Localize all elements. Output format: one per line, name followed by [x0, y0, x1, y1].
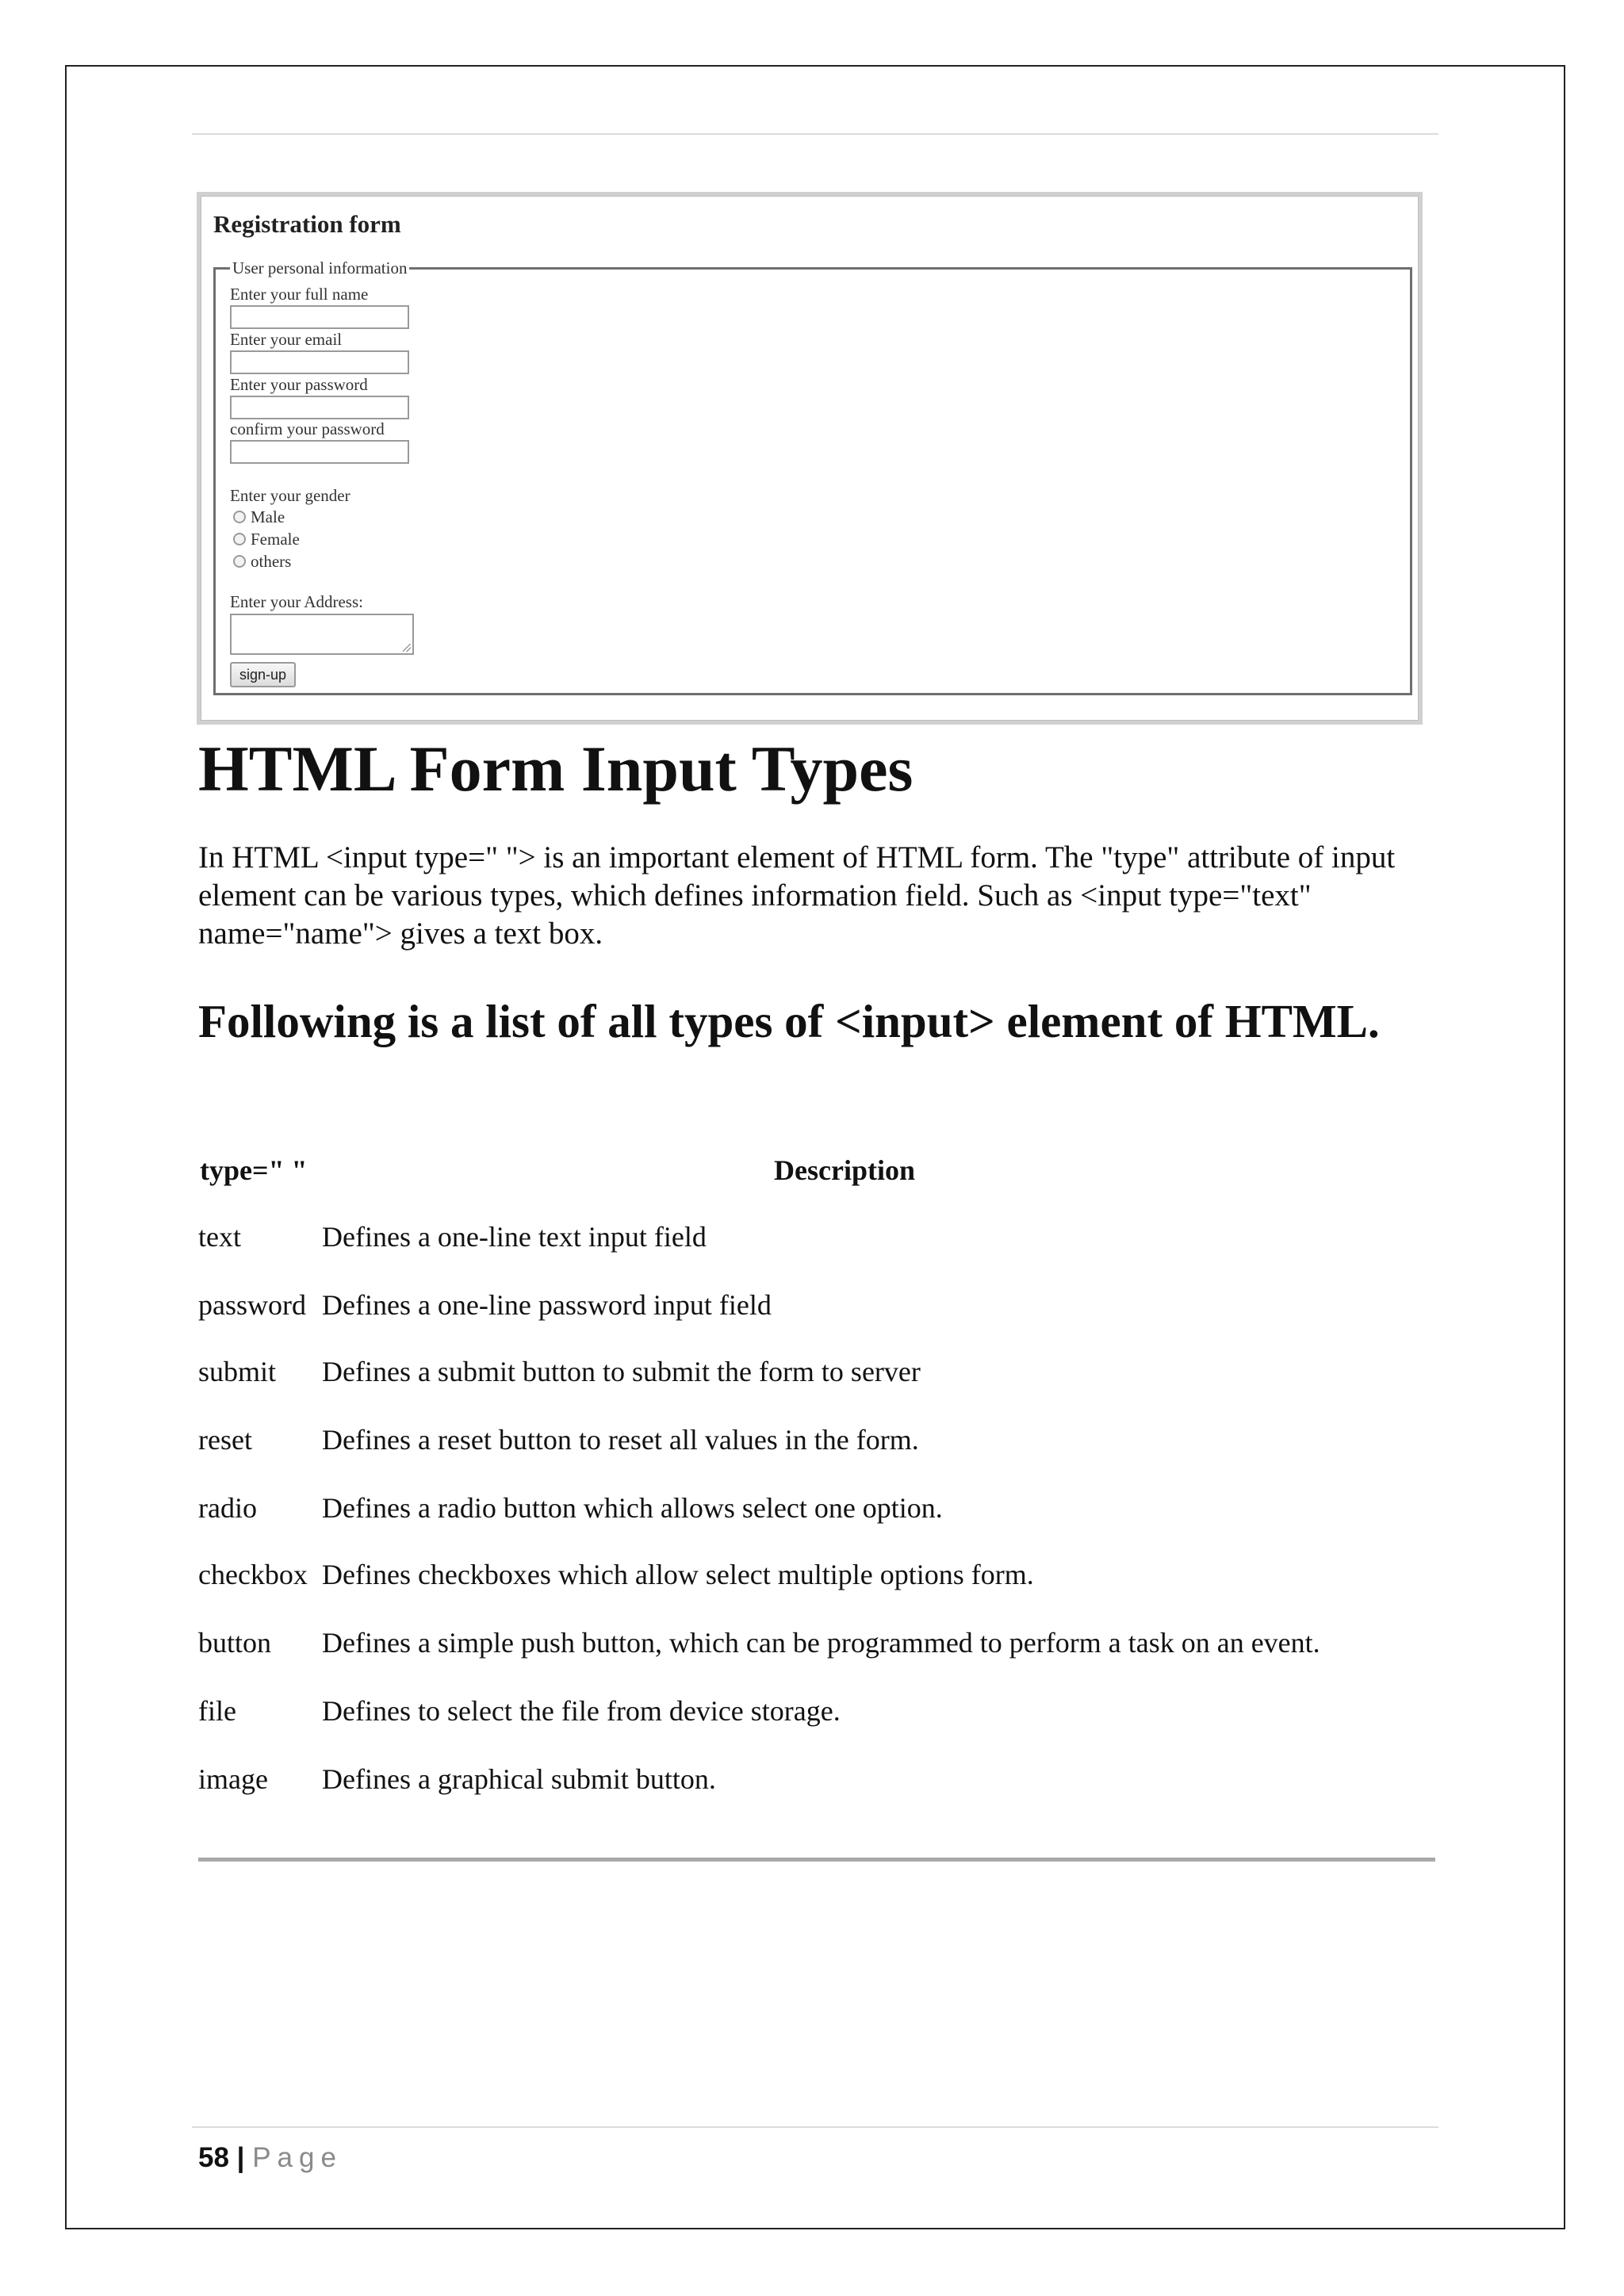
radio-female[interactable] [233, 529, 300, 549]
row-type: file [198, 1695, 236, 1727]
email-label: Enter your email [230, 330, 343, 349]
section-heading: Following is a list of all types of <input> element of HTML. [198, 995, 1380, 1047]
row-type: checkbox [198, 1559, 308, 1590]
radio-circle-icon[interactable] [233, 533, 246, 545]
email-input[interactable] [230, 350, 409, 374]
gender-label: Enter your gender [230, 486, 350, 505]
full-name-input[interactable] [230, 305, 409, 329]
row-type: reset [198, 1424, 252, 1456]
page-number: 58 [198, 2142, 229, 2173]
confirm-password-label: confirm your password [230, 419, 385, 438]
table-header-type: type=" " [200, 1154, 308, 1186]
row-description: Defines a reset button to reset all values in the form. [322, 1424, 919, 1456]
row-type: password [198, 1289, 306, 1321]
sign-up-button[interactable]: sign-up [230, 662, 296, 687]
footer-separator: | [236, 2142, 245, 2173]
row-type: submit [198, 1356, 277, 1387]
radio-label-others: others [251, 552, 292, 571]
row-type: image [198, 1763, 268, 1795]
row-description: Defines a submit button to submit the form to server [322, 1356, 921, 1387]
address-textarea[interactable] [230, 614, 414, 655]
row-description: Defines a simple push button, which can be programmed to perform a task on an event. [322, 1627, 1320, 1659]
row-description: Defines a radio button which allows select one option. [322, 1492, 943, 1524]
table-header-description: Description [774, 1154, 915, 1186]
radio-others[interactable] [233, 551, 291, 572]
row-description: Defines checkboxes which allow select multiple options form. [322, 1559, 1034, 1590]
full-name-label: Enter your full name [230, 285, 369, 304]
password-input[interactable] [230, 396, 409, 419]
header-rule [192, 133, 1438, 135]
intro-paragraph: In HTML <input type=" "> is an important element of HTML form. The "type" attribute of input element can be various types, which defines information field. Such as <input type="text" name="name"> gives a text box. [198, 840, 1396, 951]
fieldset-user-info [213, 258, 1412, 695]
address-label: Enter your Address: [230, 592, 363, 611]
fieldset-legend: User personal information [230, 258, 409, 278]
table-bottom-rule [198, 1858, 1435, 1862]
form-title: Registration form [213, 210, 401, 238]
resize-grip-icon[interactable] [403, 644, 411, 652]
radio-label-female: Female [251, 530, 300, 549]
footer-rule [192, 2126, 1438, 2128]
row-description: Defines a one-line password input field [322, 1289, 772, 1321]
row-type: text [198, 1221, 241, 1253]
radio-male[interactable] [233, 507, 285, 527]
confirm-password-input[interactable] [230, 440, 409, 464]
radio-label-male: Male [251, 507, 285, 526]
row-description: Defines to select the file from device storage. [322, 1695, 841, 1727]
registration-form-screenshot [197, 192, 1423, 725]
page-label: Page [252, 2142, 343, 2173]
page-title: HTML Form Input Types [198, 733, 914, 805]
password-label: Enter your password [230, 375, 368, 394]
row-type: button [198, 1627, 272, 1659]
page-footer [198, 2141, 343, 2175]
radio-circle-icon[interactable] [233, 555, 246, 568]
radio-circle-icon[interactable] [233, 511, 246, 523]
row-description: Defines a one-line text input field [322, 1221, 707, 1253]
row-type: radio [198, 1492, 257, 1524]
row-description: Defines a graphical submit button. [322, 1763, 716, 1795]
